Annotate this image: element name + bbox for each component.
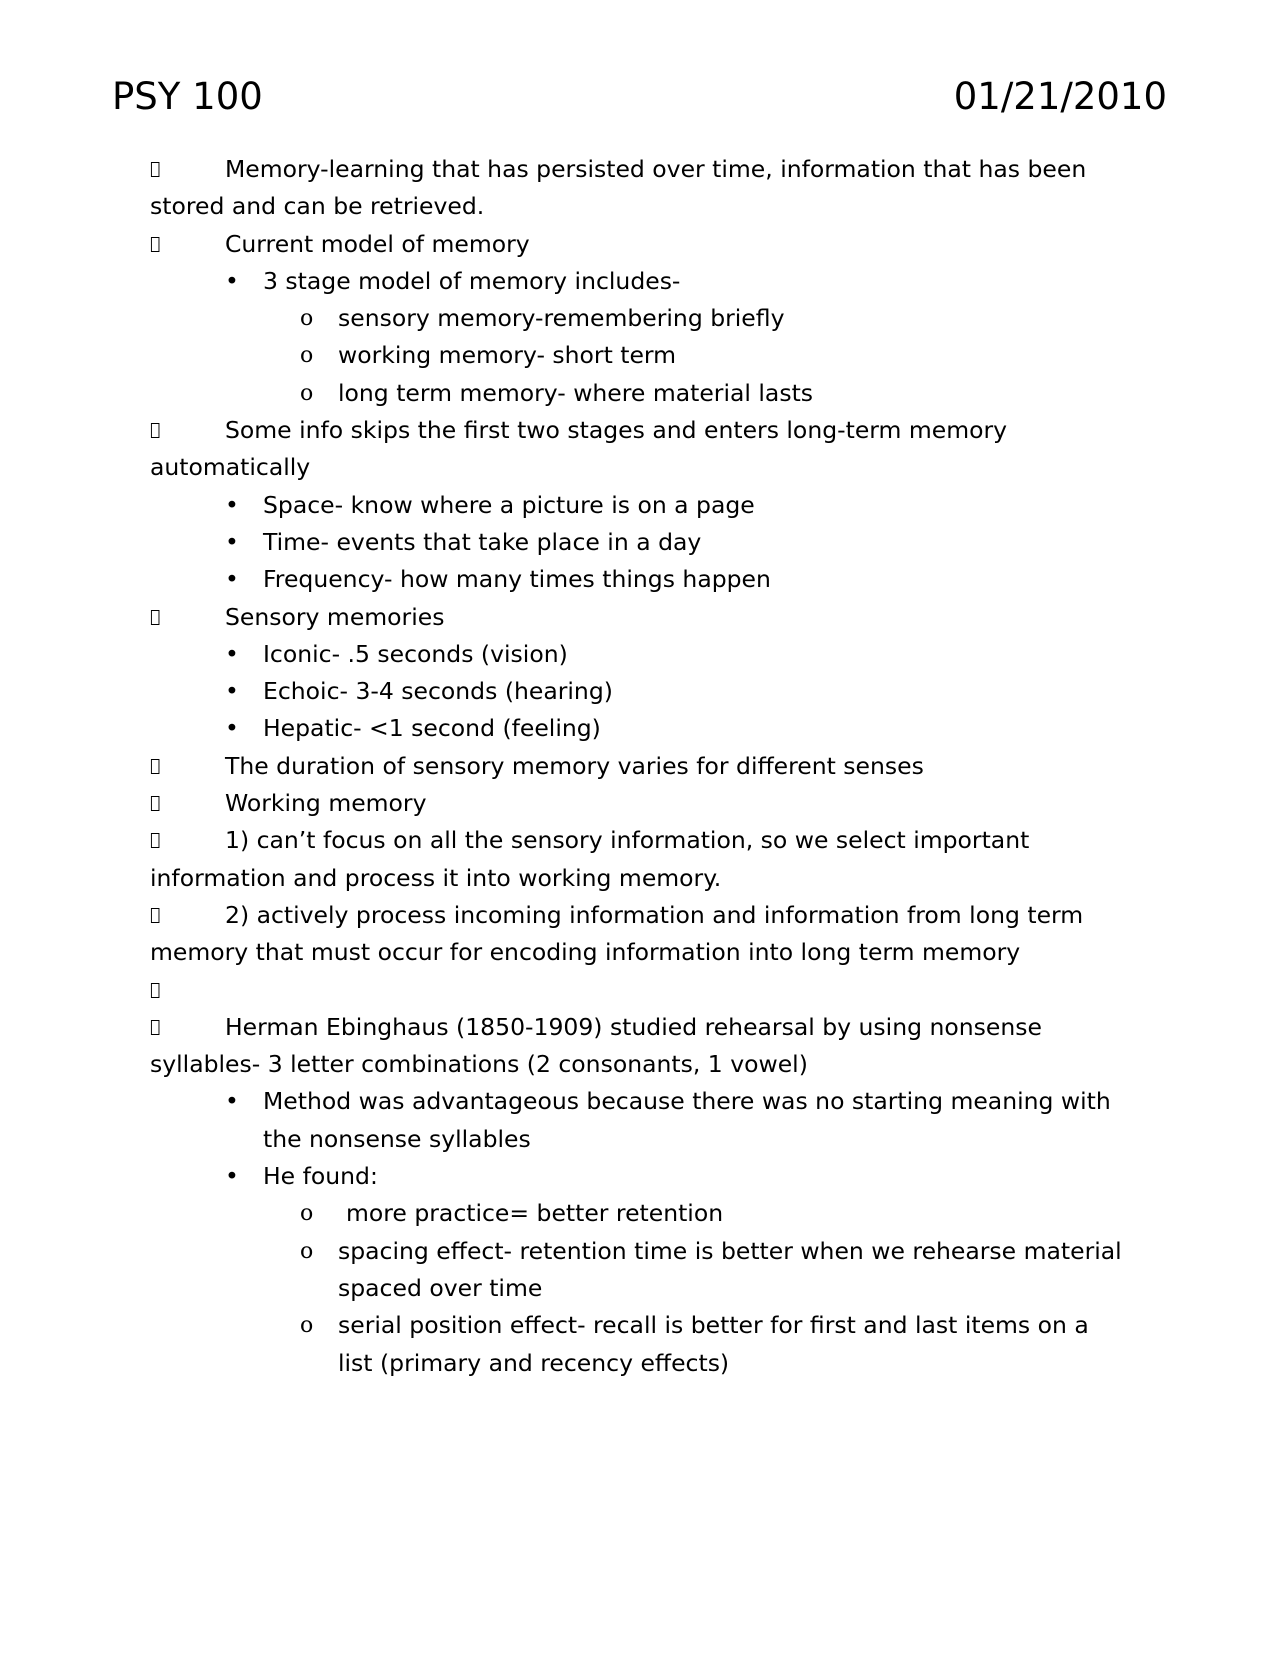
- note-paragraph: [150, 748, 1130, 785]
- sub-bullet-text: working memory- short term: [338, 341, 677, 370]
- paragraph-marker-icon: [150, 897, 225, 934]
- paragraph-marker-icon: [150, 151, 225, 188]
- bullet-icon: •: [225, 266, 239, 295]
- sub-bullet-icon: o: [300, 380, 314, 406]
- sub-bullet-icon: o: [300, 306, 314, 332]
- paragraph-marker-icon: [150, 599, 225, 636]
- sub-bullet-item: [150, 1233, 1130, 1308]
- note-paragraph: [150, 151, 1130, 226]
- sub-bullet-text: sensory memory-remembering briefly: [338, 304, 785, 333]
- bullet-icon: •: [225, 490, 239, 519]
- bullet-item: [150, 636, 1130, 673]
- page-header: [112, 74, 1167, 120]
- bullet-icon: •: [225, 639, 239, 668]
- sub-bullet-item: [150, 300, 1130, 337]
- note-paragraph: [150, 412, 1130, 487]
- note-text: Some info skips the first two stages and enters long-term memory automatically: [150, 416, 1008, 482]
- bullet-item: [150, 263, 1130, 300]
- bullet-text: He found:: [263, 1162, 378, 1191]
- bullet-text: Frequency- how many times things happen: [263, 565, 771, 594]
- note-paragraph: [150, 897, 1130, 972]
- note-paragraph: [150, 1009, 1130, 1084]
- note-paragraph: [150, 599, 1130, 636]
- sub-bullet-icon: o: [300, 343, 314, 369]
- note-paragraph: [150, 785, 1130, 822]
- paragraph-marker-icon: [150, 748, 225, 785]
- sub-bullet-text: spacing effect- retention time is better when we rehearse material spaced over time: [338, 1236, 1122, 1302]
- bullet-item: [150, 673, 1130, 710]
- notes-body: [150, 151, 1130, 1382]
- sub-bullet-item: [150, 1195, 1130, 1232]
- sub-bullet-text: more practice= better retention: [346, 1199, 724, 1228]
- sub-bullet-item: [150, 1307, 1130, 1382]
- bullet-item: [150, 561, 1130, 598]
- sub-bullet-text: long term memory- where material lasts: [338, 378, 814, 407]
- bullet-text: Echoic- 3-4 seconds (hearing): [263, 677, 613, 706]
- note-text: The duration of sensory memory varies for different senses: [225, 751, 924, 780]
- bullet-item: [150, 524, 1130, 561]
- sub-bullet-icon: o: [300, 1238, 314, 1264]
- bullet-text: 3 stage model of memory includes-: [263, 266, 681, 295]
- bullet-icon: •: [225, 527, 239, 556]
- bullet-icon: •: [225, 1162, 239, 1191]
- note-text: 1) can’t focus on all the sensory information, so we select important information and process it into working memory.: [150, 826, 1030, 892]
- note-text: Current model of memory: [225, 229, 530, 258]
- bullet-text: Iconic- .5 seconds (vision): [263, 639, 568, 668]
- note-paragraph: [150, 226, 1130, 263]
- bullet-item: [150, 487, 1130, 524]
- note-paragraph-empty: [150, 972, 1130, 1009]
- paragraph-marker-icon: [150, 972, 225, 1009]
- course-title: PSY 100: [112, 75, 263, 118]
- note-text: Sensory memories: [225, 602, 445, 631]
- note-paragraph: [150, 822, 1130, 897]
- bullet-text: Space- know where a picture is on a page: [263, 490, 755, 519]
- paragraph-marker-icon: [150, 226, 225, 263]
- note-date: 01/21/2010: [953, 75, 1167, 118]
- bullet-item: [150, 1083, 1130, 1158]
- bullet-text: Method was advantageous because there was no starting meaning with the nonsense syllables: [263, 1087, 1111, 1153]
- bullet-text: Hepatic- <1 second (feeling): [263, 714, 601, 743]
- sub-bullet-item: [150, 337, 1130, 374]
- sub-bullet-text: serial position effect- recall is better for first and last items on a list (primary and recency effects): [338, 1311, 1089, 1377]
- note-text: 2) actively process incoming information and information from long term memory that must occur for encoding information into long term memory: [150, 900, 1084, 967]
- paragraph-marker-icon: [150, 1009, 225, 1046]
- bullet-item: [150, 710, 1130, 747]
- note-text: Working memory: [225, 789, 427, 818]
- paragraph-marker-icon: [150, 785, 225, 822]
- bullet-item: [150, 1158, 1130, 1195]
- sub-bullet-item: [150, 375, 1130, 412]
- bullet-icon: •: [225, 1087, 239, 1116]
- sub-bullet-icon: o: [300, 1201, 314, 1227]
- bullet-icon: •: [225, 565, 239, 594]
- bullet-text: Time- events that take place in a day: [263, 527, 702, 556]
- bullet-icon: •: [225, 677, 239, 706]
- note-text: Memory-learning that has persisted over time, information that has been stored and can be retrieved.: [150, 155, 1087, 221]
- sub-bullet-icon: o: [300, 1313, 314, 1339]
- paragraph-marker-icon: [150, 412, 225, 449]
- paragraph-marker-icon: [150, 822, 225, 859]
- note-text: Herman Ebinghaus (1850-1909) studied rehearsal by using nonsense syllables- 3 letter combinations (2 consonants, 1 vowel): [150, 1012, 1042, 1079]
- bullet-icon: •: [225, 714, 239, 743]
